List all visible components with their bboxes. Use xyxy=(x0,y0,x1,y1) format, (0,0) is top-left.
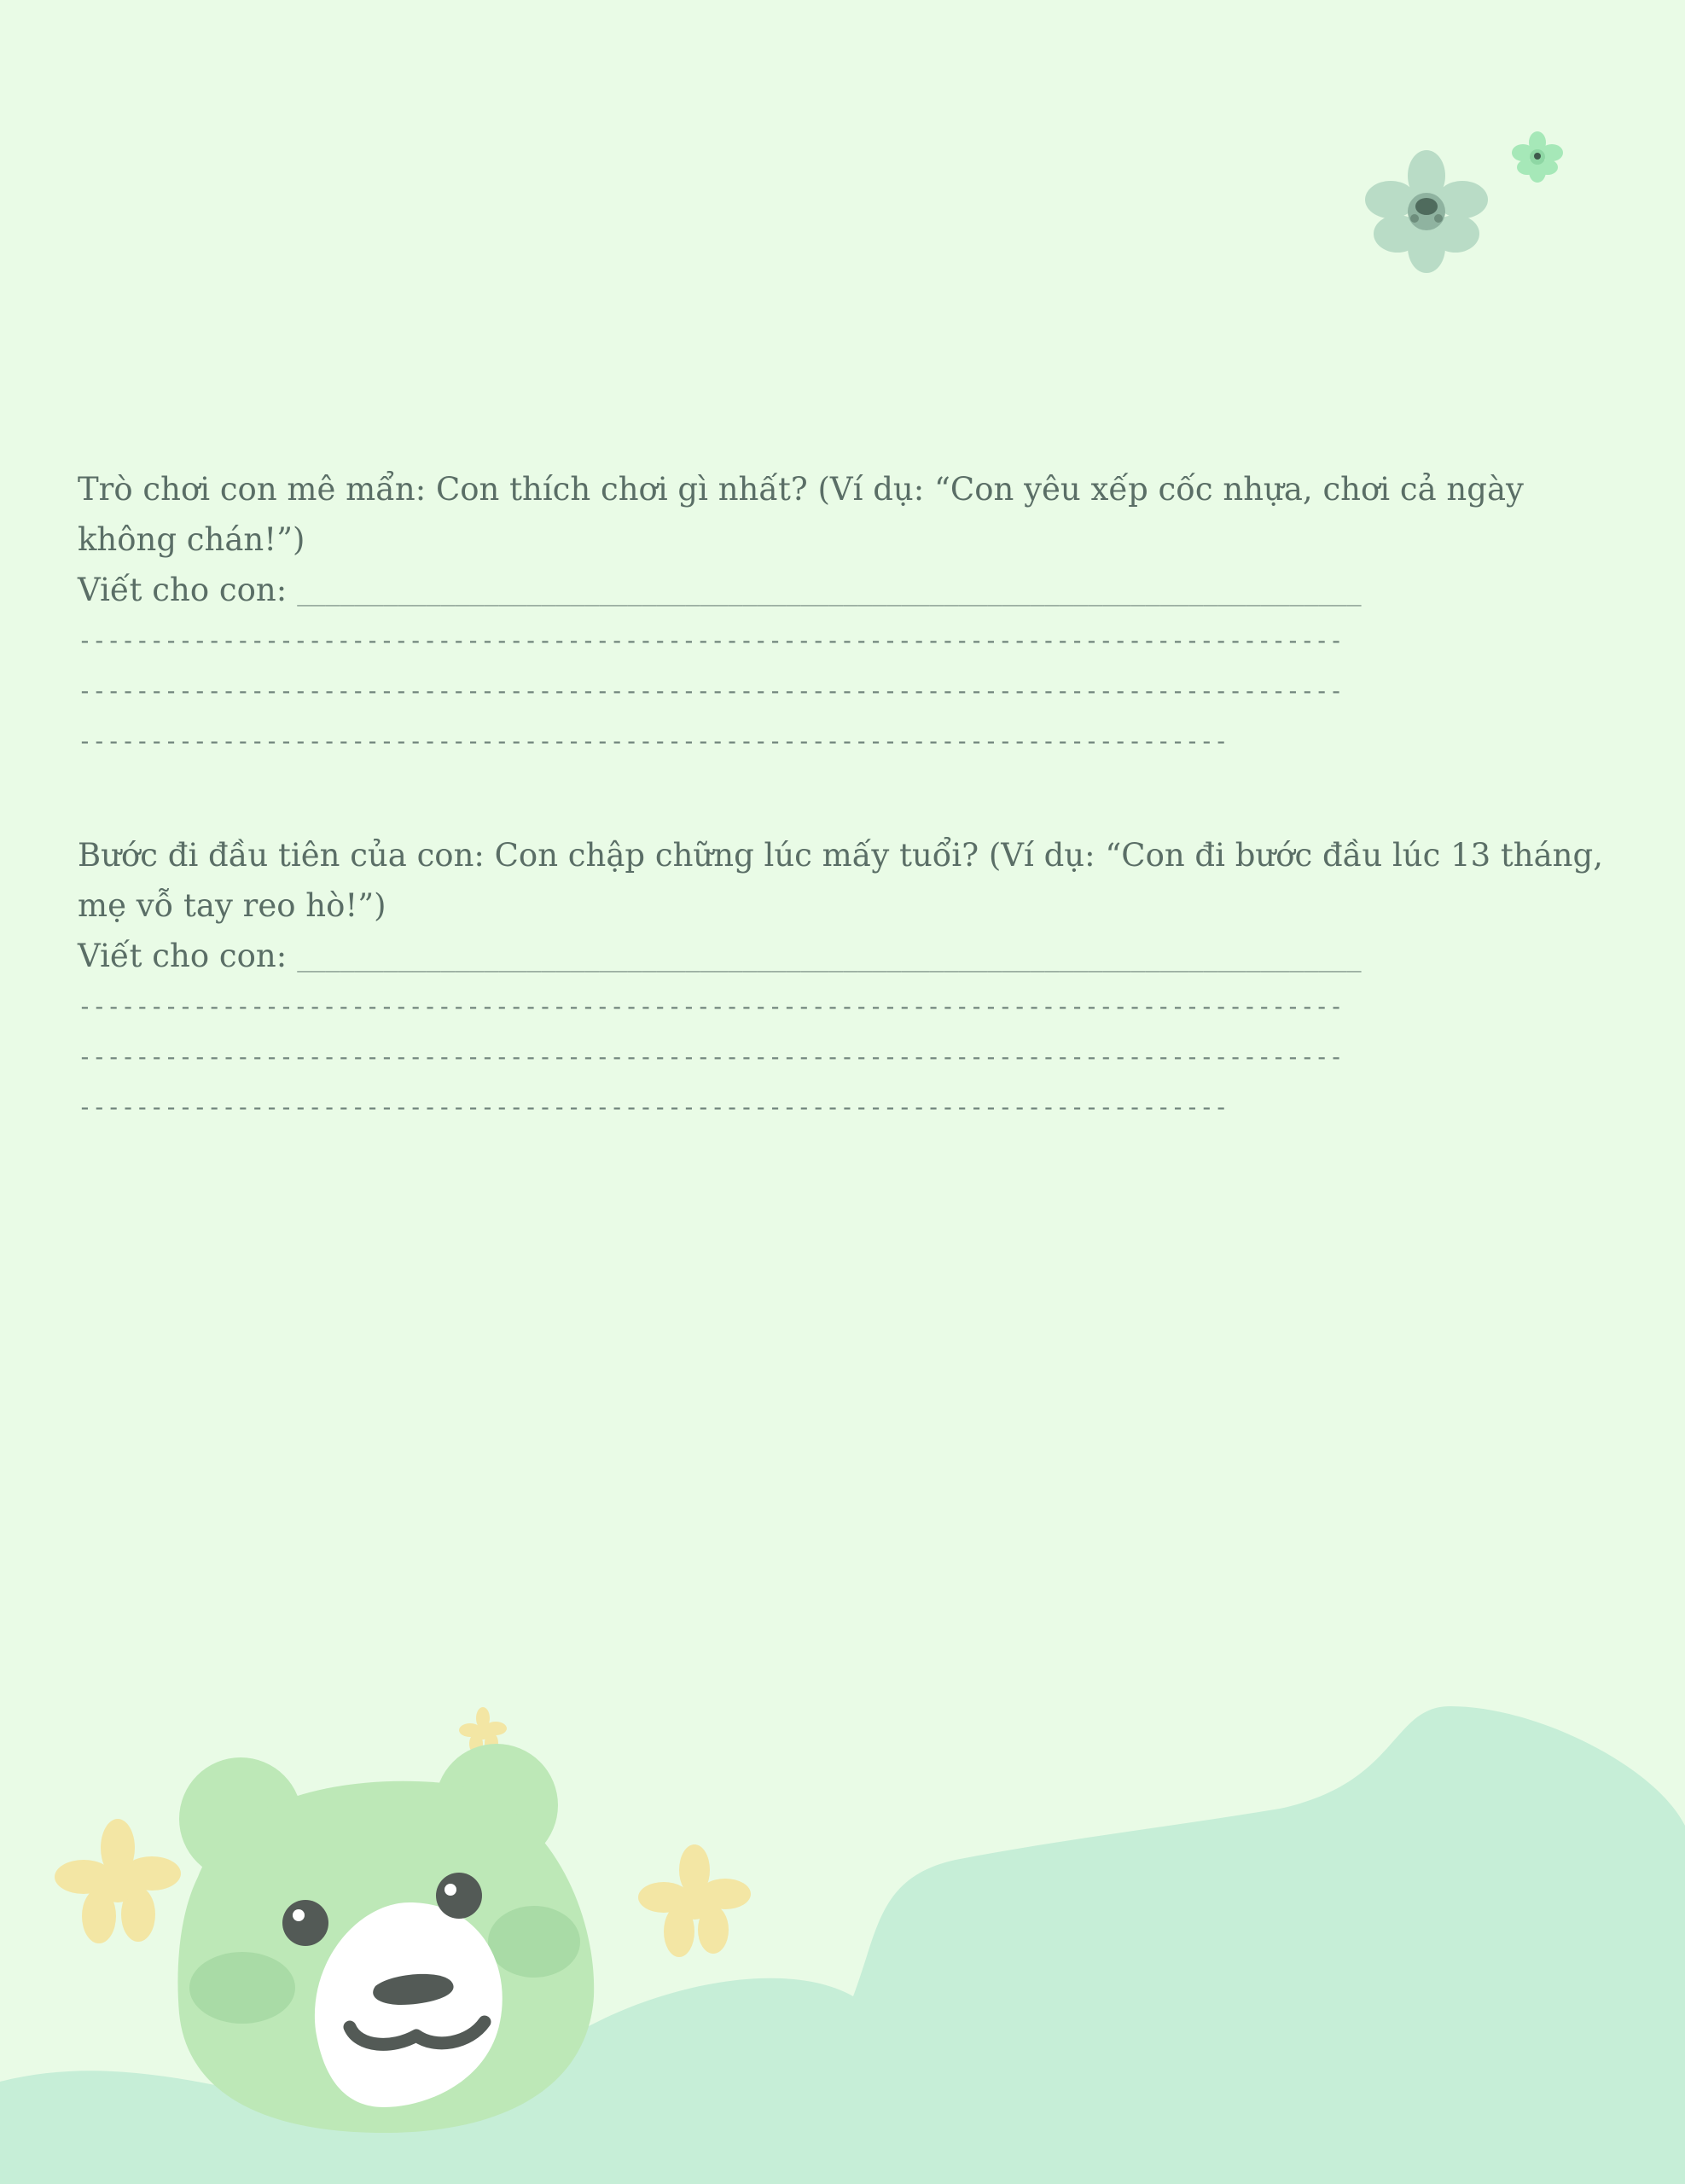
write-label: Viết cho con: xyxy=(78,938,288,974)
write-label: Viết cho con: xyxy=(78,572,288,608)
question-text: Bước đi đầu tiên của con: Con chập chững lúc mấy tuổi? (Ví dụ: “Con đi bước đầu lúc 13 tháng, xyxy=(78,837,1603,874)
answer-blank-line[interactable]: -------------------------------------------------------------------------------- xyxy=(78,727,1229,755)
write-row xyxy=(78,565,1545,615)
answer-blank-line[interactable]: ---------------------------------------------------------------------------------------- xyxy=(78,677,1344,705)
answer-blank-line[interactable]: __________________________________________________________________________ xyxy=(297,578,1362,607)
prompt-section-first-steps xyxy=(78,830,1603,1132)
write-row xyxy=(78,931,1545,981)
answer-blank-line[interactable]: ---------------------------------------------------------------------------------------- xyxy=(78,992,1344,1020)
top-flowers xyxy=(0,0,1685,341)
bear-illustration xyxy=(177,1744,594,2133)
flower-icon xyxy=(1365,150,1488,273)
small-flower-icon xyxy=(1512,131,1563,183)
prompt-section-favorite-game xyxy=(78,464,1545,766)
yellow-flower-icon xyxy=(638,1844,751,1957)
question-text-continued: không chán!”) xyxy=(78,521,305,558)
question-text-continued: mẹ vỗ tay reo hò!”) xyxy=(78,887,386,924)
question-text: Trò chơi con mê mẩn: Con thích chơi gì nhất? (Ví dụ: “Con yêu xếp cốc nhựa, chơi cả ngày xyxy=(78,471,1524,508)
answer-blank-line[interactable]: -------------------------------------------------------------------------------- xyxy=(78,1093,1229,1121)
bottom-decoration xyxy=(0,1655,1685,2184)
yellow-flower-icon xyxy=(55,1819,181,1943)
answer-blank-line[interactable]: __________________________________________________________________________ xyxy=(297,944,1362,973)
answer-blank-line[interactable]: ---------------------------------------------------------------------------------------- xyxy=(78,626,1344,654)
answer-blank-line[interactable]: ---------------------------------------------------------------------------------------- xyxy=(78,1043,1344,1071)
